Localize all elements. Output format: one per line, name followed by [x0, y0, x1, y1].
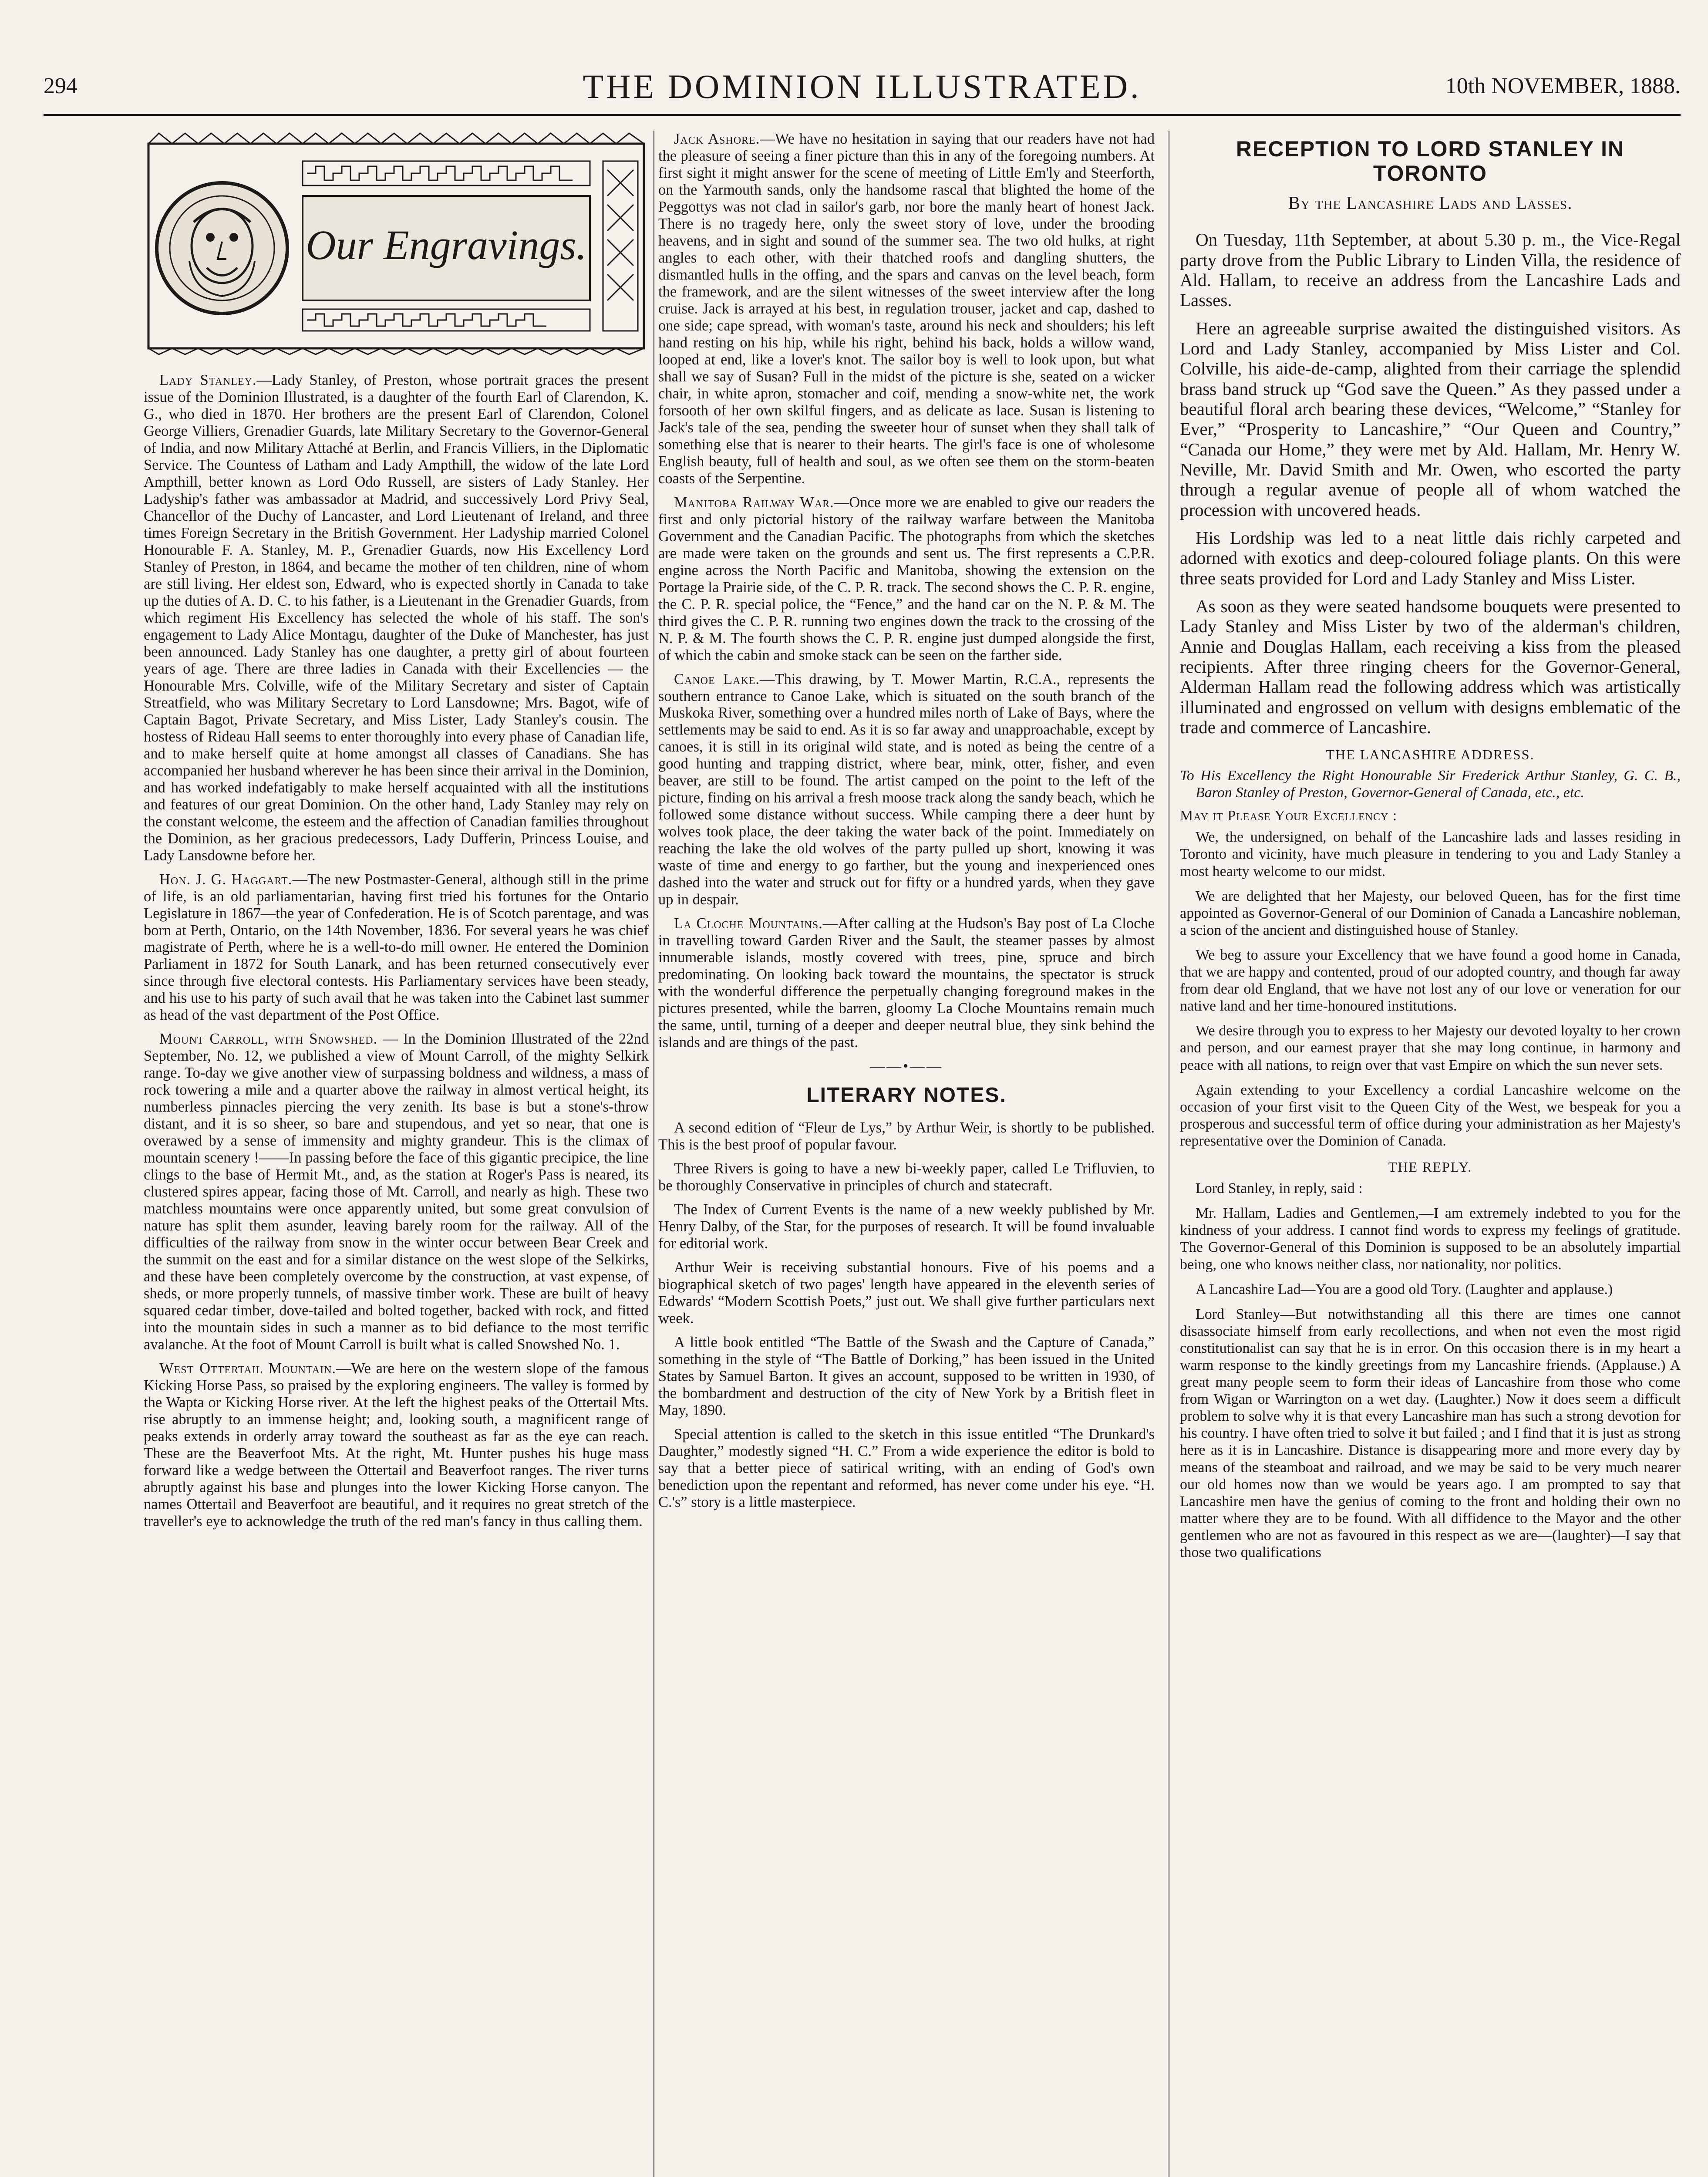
column-3: [1180, 131, 1681, 2177]
article-mount-carroll: Mount Carroll, with Snowshed. — In the Dominion Illustrated of the 22nd September, No. 12, we published a view of Mount Carroll, of the mighty Selkirk range. To-day we give another view of surpassing boldness and wildness, a mass of rock towering a mile and a quarter above the railway in almost vertical height, its numberless pinnacles piercing the very zenith. Its base is but a stone's-throw distant, and it is so sheer, so bare and stupendous, and yet so near, that one is overawed by a sense of immensity and mighty grandeur. This is the climax of mountain scenery !——In passing before the face of this gigantic precipice, the line clings to the base of Hermit Mt., and, as the station at Roger's Pass is neared, its clustered spires appear, facing those of Mt. Carroll, and nearly as high. These two matchless mountains were once apparently united, but some great convulsion of nature has split them asunder, leaving barely room for the railway. All of the difficulties of the railway from snow in the winter occur between Bear Creek and the summit on the east and for a similar distance on the west slope of the Selkirks, and these have been completely overcome by the construction, at vast expense, of sheds, or more properly tunnels, of massive timber work. These are built of heavy squared cedar timber, dove-tailed and bolted together, backed with rock, and fitted into the mountain sides in such a manner as to bid defiance to the most terrific avalanche. At the foot of Mount Carroll is built what is called Snowshed No. 1.: [144, 1031, 649, 1353]
article-lady-stanley: Lady Stanley.—Lady Stanley, of Preston, whose portrait graces the present issue of the Dominion Illustrated, is a daughter of the fourth Earl of Clarendon, K. G., who died in 1870. Her brothers are the present Earl of Clarendon, Colonel George Villiers, Grenadier Guards, late Military Secretary to the Governor-General of India, and now Military Attaché at Berlin, and Francis Villiers, in the Diplomatic Service. The Countess of Latham and Lady Ampthill, the widow of the late Lord Ampthill, better known as Lord Odo Russell, are sisters of Lady Stanley. Her Ladyship's father was ambassador at Madrid, and successively Lord Privy Seal, Chancellor of the Duchy of Lancaster, and Lord Lieutenant of Ireland, and three times Foreign Secretary in the British Government. Her Ladyship married Colonel Honourable F. A. Stanley, M. P., Grenadier Guards, now His Excellency Lord Stanley of Preston, in 1864, and became the mother of ten children, nine of whom are still living. Her eldest son, Edward, who is expected shortly in Canada to take up the duties of A. D. C. to his father, is a Lieutenant in the Grenadier Guards, from which regiment His Excellency has selected the whole of his staff. The son's engagement to Lady Alice Montagu, daughter of the Duke of Manchester, has just been announced. Lady Stanley has one daughter, a pretty girl of about fourteen years of age. There are three ladies in Canada with their Excellencies — the Honourable Mrs. Colville, wife of the Military Secretary and sister of Captain Streatfield, who was Military Secretary to Lord Lansdowne; Mrs. Bagot, wife of Captain Bagot, Private Secretary, and Miss Lister, Lady Stanley's cousin. The hostess of Rideau Hall seems to enter thoroughly into every phase of Canadian life, and to make herself quite at home amongst all classes of Canadians. She has accompanied her husband wherever he has been since their arrival in the Dominion, and has worked indefatigably to make herself acquainted with all the institutions and features of our great Dominion. On the other hand, Lady Stanley may rely on the constant welcome, the esteem and the affection of Canadian families throughout the Dominion, as her gracious predecessors, Lady Dufferin, Princess Louise, and Lady Lansdowne before her.: [144, 372, 649, 864]
face-medallion-icon: [157, 183, 287, 313]
page-header: [44, 65, 1681, 113]
reply-paragraph: A Lancashire Lad—You are a good old Tory. (Laughter and applause.): [1196, 1281, 1613, 1297]
literary-note: Three Rivers is going to have a new bi-weekly paper, called Le Trifluvien, to be thoroughly Conservative in principles of church and statecraft.: [658, 1160, 1155, 1194]
reception-paragraph: As soon as they were seated handsome bouquets were presented to Lady Stanley and Miss Lister by two of the alderman's children, Annie and Douglas Hallam, each receiving a kiss from the pleased recipients. After three ringing cheers for the Governor-General, Alderman Hallam read the following address which was artistically illuminated and engrossed on vellum with designs emblematic of the trade and commerce of Lancashire.: [1180, 596, 1681, 737]
literary-note: A second edition of “Fleur de Lys,” by Arthur Weir, is shortly to be published. This is the best proof of popular favour.: [658, 1119, 1155, 1153]
address-paragraph: We beg to assure your Excellency that we have found a good home in Canada, that we are happy and contented, proud of our adopted country, and though far away from dear old England, that we have not lost any of our love or veneration for our native land and her time-honoured institutions.: [1180, 947, 1681, 1014]
reception-paragraph: Here an agreeable surprise awaited the distinguished visitors. As Lord and Lady Stanley, accompanied by Miss Lister and Col. Colville, his aide-de-camp, alighted from their carriage the splendid brass band struck up “God save the Queen.” As they passed under a beautiful floral arch bearing these devices, “Welcome,” “Stanley for Ever,” “Prosperity to Lancashire,” “Our Queen and Country,” “Canada our Home,” they were met by Ald. Hallam, Mr. Henry W. Neville, Mr. David Smith and Mr. Owen, who escorted the party through a regular avenue of people all of whom watched the procession with uncovered heads.: [1180, 318, 1681, 520]
column-1: [144, 131, 649, 2177]
article-haggart: Hon. J. G. Haggart.—The new Postmaster-General, although still in the prime of life, is an old parliamentarian, having first tried his fortunes for the Ontario Legislature in 1867—the year of Confederation. He is of Scotch parentage, and was born at Perth, Ontario, on the 14th November, 1836. For several years he was chief magistrate of Perth, where he is a well-to-do mill owner. He entered the Dominion Parliament in 1872 for South Lanark, and has been returned consecutively ever since through five electoral contests. His Parliamentary services have been steady, and his use to his party of such avail that he was taken into the Cabinet last summer as head of the vast department of the Post Office.: [144, 871, 649, 1024]
address-paragraph: Again extending to your Excellency a cordial Lancashire welcome on the occasion of your first visit to the Queen City of the West, we bespeak for you a prosperous and successful term of office during your administration as her Majesty's representative over the Dominion of Canada.: [1180, 1082, 1681, 1149]
address-paragraph: We, the undersigned, on behalf of the Lancashire lads and lasses residing in Toronto and vicinity, have much pleasure in tendering to you and Lady Stanley a most hearty welcome to our midst.: [1180, 829, 1681, 880]
article-jack-ashore: Jack Ashore.—We have no hesitation in saying that our readers have not had the pleasure of seeing a finer picture than this in any of the foregoing numbers. At first sight it might answer for the scene of meeting of Little Em'ly and Steerforth, on the Yarmouth sands, only the handsome rascal that blighted the home of the Peggottys was not clad in sailor's garb, nor bore the manly heart of honest Jack. There is no tragedy here, only the sweet story of love, under the brooding heavens, and in sight and sound of the summer sea. The two old hulks, at right angles to each other, with their thatched roofs and dangling shutters, the dismantled hulls in the offing, and the spars and canvas on the level beach, form the framework, and are the silent witnesses of the sweet interview after the long cruise. Jack is arrayed at his best, in regulation trouser, jacket and cap, dashed to one side; cape spread, with woman's taste, around his neck and shoulders; his left hand resting on his hip, while his right, behind his back, holds a willow wand, looped at end, like a lover's knot. The sailor boy is well to look upon, but what shall we say of Susan? Full in the midst of the picture is she, seated on a wicker chair, in white apron, stomacher and coif, mending a snow-white net, the work forsooth of her own skilful fingers, and as delicate as lace. Susan is listening to Jack's tale of the sea, pending the sweeter hour of sunset when they shall talk of something else that is nearer to their hearts. The girl's face is one of wholesome English beauty, full of health and soul, as we often see them on the storm-beaten coasts of the Serpentine.: [658, 131, 1155, 487]
header-rule: [44, 114, 1681, 116]
reply-paragraph: Lord Stanley—But notwithstanding all this there are times one cannot disassociate himself from early recollections, and when not even the most rigid constitutionalist can say that he is in error. On this occasion there is in my heart a warm response to the kindly greetings from my Lancashire friends. (Applause.) A great many people seem to form their ideas of Lancashire from those who come from Wigan or Warrington on a wet day. (Laughter.) Now it does seem a difficult problem to solve why it is that every Lancashire man has such a strong devotion for his country. I have often tried to solve it but failed ; and I find that it is just as strong here as it is in Lancashire. Distance is disappearing more and more every day by means of the steamboat and railroad, and we may be said to be very much nearer our old homes now than we would be years ago. I am prompted to say that Lancashire men have the genius of coming to the front and holding their own no matter where they are to be found. With all diffidence to the Mayor and the other gentlemen who are not as favoured in this respect as we are—(laughter)—I say that those two qualifications: [1180, 1306, 1681, 1561]
reception-heading: RECEPTION TO LORD STANLEY IN TORONTO: [1236, 137, 1625, 185]
article-canoe-lake: Canoe Lake.—This drawing, by T. Mower Martin, R.C.A., represents the southern entrance to Canoe Lake, which is situated on the south branch of the Muskoka River, something over a hundred miles north of Lake of Bays, where the settlements may be said to end. As it is so far away and unapproachable, except by canoes, it is still in its original wild state, and is noted as being the centre of a good hunting and trapping district, where bear, mink, otter, fisher, and even beaver, are still to be found. The artist camped on the point to the left of the picture, finding on his arrival a fresh moose track along the sandy beach, which he followed some distance without success. While camping there a deer hunt by wolves took place, the deer taking the water back of the point. Immediately on reaching the lake the old wolves of the party pulled up short, knowing it was waste of time and energy to go farther, but the young and inexperienced ones dashed into the water and struck out for fifty or a hundred yards, when they gave up in despair.: [658, 671, 1155, 908]
literary-note: Arthur Weir is receiving substantial honours. Five of his poems and a biographical sketch of two pages' length have appeared in the eleventh series of Edwards' “Modern Scottish Poets,” just out. We shall give further particulars next week.: [658, 1259, 1155, 1327]
article-west-ottertail: West Ottertail Mountain.—We are here on the western slope of the famous Kicking Horse Pass, so praised by the exploring engineers. The valley is formed by the Wapta or Kicking Horse river. At the left the highest peaks of the Ottertail Mts. rise abruptly to an immense height; and, looking south, a magnificent range of peaks extends in orderly array toward the southeast as far as the eye can reach. These are the Beaverfoot Mts. At the right, Mt. Hunter pushes his huge mass forward like a wedge between the Ottertail and Beaverfoot ranges. The river turns abruptly against his base and plunges into the lower Kicking Horse canyon. The names Ottertail and Beaverfoot are beautiful, and it requires no great stretch of the traveller's eye to acknowledge the truth of the red man's fancy in thus calling them.: [144, 1360, 649, 1530]
literary-note: The Index of Current Events is the name of a new weekly published by Mr. Henry Dalby, of the Star, for the purposes of research. It will be found invaluable for editorial work.: [658, 1201, 1155, 1252]
ornament-banner: Our Engravings.: [306, 222, 587, 268]
article-la-cloche: La Cloche Mountains.—After calling at the Hudson's Bay post of La Cloche in travelling toward Garden River and the Sault, the steamer passes by almost innumerable islands, mostly covered with trees, pine, spruce and birch predominating. On looking back toward the mountains, the spectator is struck with the wonderful difference the perpetually changing foreground makes in the pictures presented, while the barren, gloomy La Cloche Mountains remain much the same, until, turning of a deeper and deeper neutral blue, they sink behind the islands and are things of the past.: [658, 915, 1155, 1051]
literary-note: Special attention is called to the sketch in this issue entitled “The Drunkard's Daughter,” modestly signed “H. C.” From a wide experience the editor is bold to say that a better piece of satirical writing, with an ending of God's own benediction upon the repentant and reformed, has never come under his eye. “H. C.'s” story is a little masterpiece.: [658, 1425, 1155, 1510]
reply-paragraph: Mr. Hallam, Ladies and Gentlemen,—I am extremely indebted to you for the kindness of your address. I cannot find words to express my feelings of gratitude. The Governor-General of this Dominion is supposed to be an absolutely impartial being, one who knows neither class, nor nationality, nor politics.: [1180, 1205, 1681, 1273]
address-dedication: To His Excellency the Right Honourable Sir Frederick Arthur Stanley, G. C. B., Baron Stanley of Preston, Governor-General of Canada, etc., etc.: [1180, 768, 1681, 801]
issue-date: 10th NOVEMBER, 1888.: [1445, 74, 1681, 98]
reply-heading: THE REPLY.: [1388, 1159, 1472, 1175]
column-2: [658, 131, 1155, 2177]
address-heading: THE LANCASHIRE ADDRESS.: [1326, 747, 1535, 763]
page-number: 294: [44, 74, 77, 98]
masthead-title: THE DOMINION ILLUSTRATED.: [583, 67, 1142, 105]
address-paragraph: We are delighted that her Majesty, our beloved Queen, has for the first time appointed as Governor-General of our Dominion of Canada a Lancashire nobleman, a scion of the ancient and distinguished house of Stanley.: [1180, 888, 1681, 938]
section-separator: ——•——: [870, 1058, 943, 1075]
literary-note: A little book entitled “The Battle of the Swash and the Capture of Canada,” something in the style of “The Battle of Dorking,” has been issued in the United States by Samuel Barton. It gives an account, supposed to be written in 1930, of the bombardment and destruction of the city of New York by a British fleet in May, 1890.: [658, 1334, 1155, 1419]
literary-notes-heading: LITERARY NOTES.: [806, 1083, 1007, 1107]
address-paragraph: We desire through you to express to her Majesty our devoted loyalty to her crown and person, and our earnest prayer that she may long continue, in harmony and peace with all nations, to reign over that vast Empire on which the sun never sets.: [1180, 1023, 1681, 1073]
reply-paragraph: Lord Stanley, in reply, said :: [1196, 1180, 1363, 1197]
reception-paragraph: On Tuesday, 11th September, at about 5.30 p. m., the Vice-Regal party drove from the Public Library to Linden Villa, the residence of Ald. Hallam, to receive an address from the Lancashire Lads and Lasses.: [1180, 229, 1681, 310]
our-engravings-ornament: [146, 131, 647, 357]
article-manitoba-railway-war: Manitoba Railway War.—Once more we are enabled to give our readers the first and only pictorial history of the railway warfare between the Manitoba Government and the Canadian Pacific. The photographs from which the sketches are made were taken on the grounds and sent us. The first represents a C.P.R. engine across the North Pacific and Manitoba, showing the extension on the Portage la Prairie side, of the C. P. R. track. The second shows the C. P. R. engine, the C. P. R. special police, the “Fence,” and the hand car on the N. P. & M. The third gives the C. P. R. running two engines down the track to the crossing of the N. P. & M. The fourth shows the C. P. R. engine just dumped alongside the first, of which the cabin and smoke stack can be seen on the farther side.: [658, 494, 1155, 664]
address-salutation: May it Please Your Excellency :: [1180, 808, 1398, 824]
reception-paragraph: His Lordship was led to a neat little dais richly carpeted and adorned with exotics and deep-coloured foliage plants. On this were three seats provided for Lord and Lady Stanley and Miss Lister.: [1180, 528, 1681, 588]
reception-byline: By the Lancashire Lads and Lasses.: [1288, 193, 1573, 213]
